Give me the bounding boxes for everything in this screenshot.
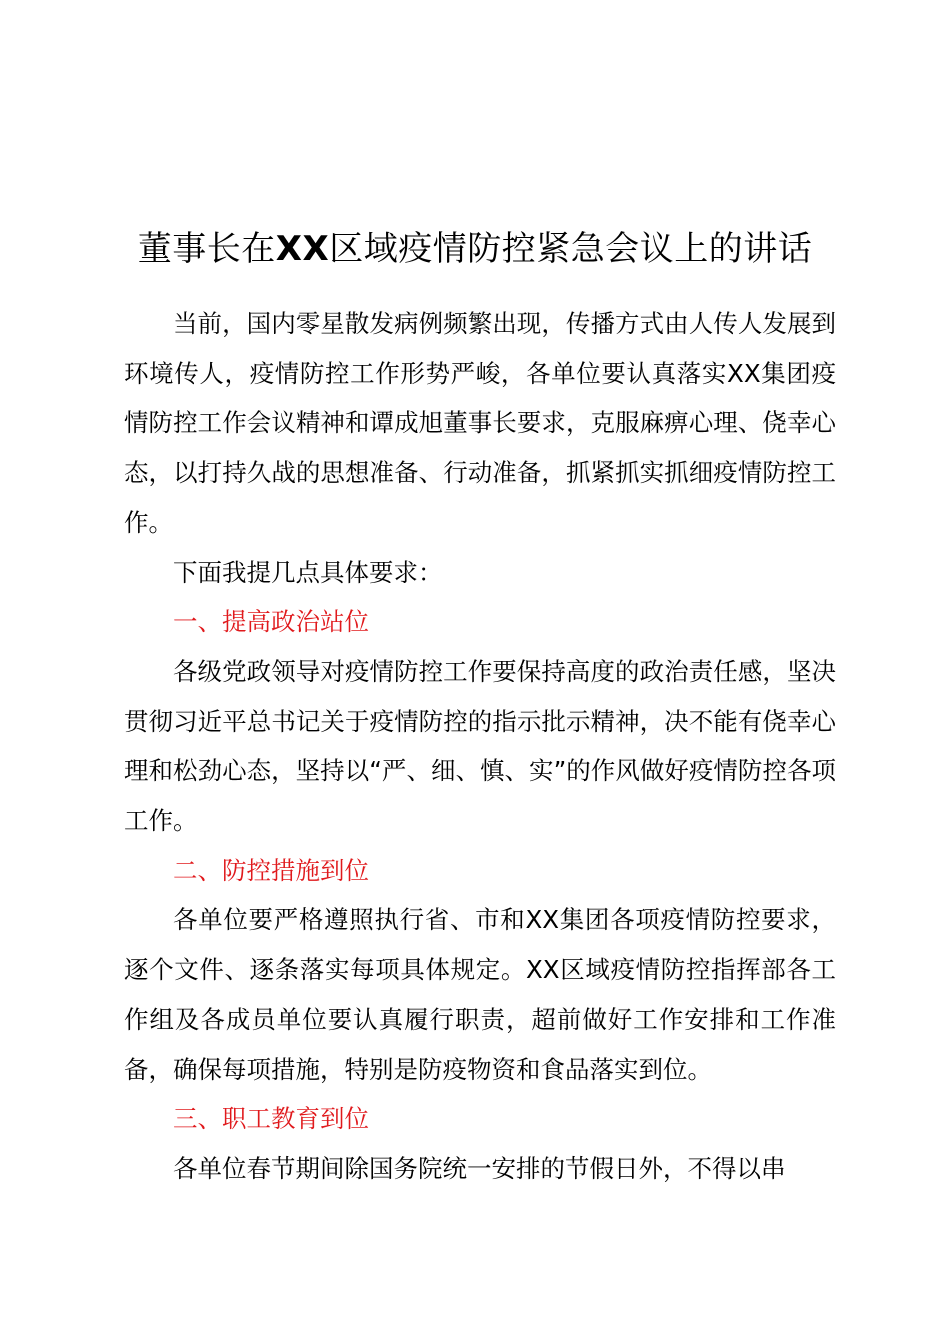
- section-heading-3: 三、职工教育到位: [173, 1104, 369, 1134]
- intro-paragraph: 当前，国内零星散发病例频繁出现，传播方式由人传人发展到环境传人，疫情防控工作形势严峻，各单位要认真落实XX集团疫情防控工作会议精神和谭成旭董事长要求，克服麻痹心理、侥幸心态，以打持久战的思想准备、行动准备，抓紧抓实抓细疫情防控工作。: [124, 309, 836, 537]
- section-heading-1: 一、提高政治站位: [173, 607, 369, 637]
- lead-paragraph: 下面我提几点具体要求：: [173, 557, 443, 587]
- section-heading-2: 二、防控措施到位: [173, 855, 369, 885]
- document-body: [124, 299, 836, 1194]
- section-paragraph-3: 各单位春节期间除国务院统一安排的节假日外，不得以串: [173, 1153, 786, 1183]
- document-title: [0, 224, 950, 274]
- title-xx: XX: [275, 229, 330, 269]
- title-suffix: 区域疫情防控紧急会议上的讲话: [329, 229, 813, 269]
- section-paragraph-1: 各级党政领导对疫情防控工作要保持高度的政治责任感，坚决贯彻习近平总书记关于疫情防控的指示批示精神，决不能有侥幸心理和松劲心态，坚持以“严、细、慎、实”的作风做好疫情防控各项工作。: [124, 656, 836, 836]
- section-paragraph-2: 各单位要严格遵照执行省、市和XX集团各项疫情防控要求，逐个文件、逐条落实每项具体规定。XX区域疫情防控指挥部各工作组及各成员单位要认真履行职责，超前做好工作安排和工作准备，确保每项措施，特别是防疫物资和食品落实到位。: [124, 905, 836, 1084]
- title-prefix: 董事长在: [137, 229, 276, 269]
